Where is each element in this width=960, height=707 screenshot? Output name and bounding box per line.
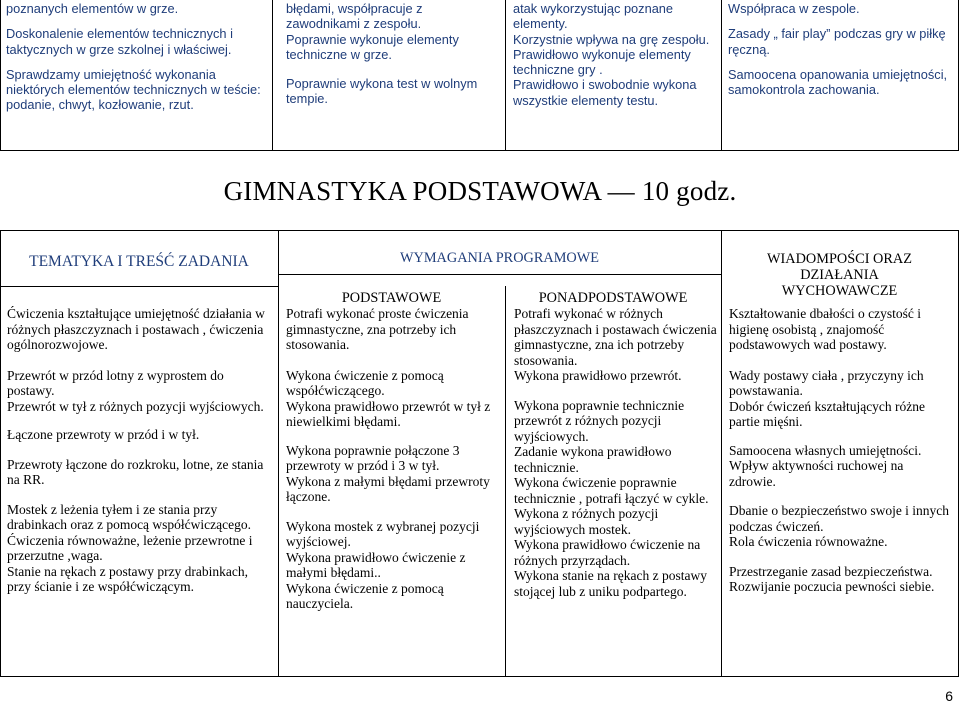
- header-requirements: WYMAGANIA PROGRAMOWE: [400, 250, 599, 266]
- basic-item: Wykona ćwiczenie z pomocą nauczyciela.: [286, 580, 444, 611]
- header-basic-cell: [278, 290, 505, 306]
- topic-item: Mostek z leżenia tyłem i ze stania przy drabinkach oraz z pomocą współćwiczącego.: [7, 501, 252, 532]
- header-topics: TEMATYKA I TREŚĆ ZADANIA: [29, 253, 249, 270]
- cell-text: Współpraca w zespole.: [728, 1, 860, 16]
- extended-item: Zadanie wykona prawidłowo technicznie.: [514, 444, 672, 475]
- cell-text: Korzystnie wpływa na grę zespołu.: [513, 31, 710, 47]
- topic-item: Stanie na rękach z postawy przy drabinkach, przy ścianie i ze współćwiczącym.: [7, 563, 249, 594]
- top-col-2: [286, 1, 496, 107]
- educational-item: Kształtowanie dbałości o czystość i higienę osobistą , znajomość podstawowych wad postawy.: [729, 306, 921, 352]
- educational-item: Dobór ćwiczeń kształtujących różne partie mięśni.: [729, 398, 926, 429]
- educational-item: Rola ćwiczenia równoważne.: [729, 534, 888, 549]
- cell-text: poznanych elementów w grze.: [6, 1, 179, 16]
- top-col-4: [728, 1, 953, 97]
- header-educational: WIADOMPOŚCI ORAZ DZIAŁANIA WYCHOWAWCZE: [767, 251, 912, 299]
- table-border-right: [958, 230, 959, 677]
- table-divider: [505, 286, 506, 677]
- basic-item: Wykona poprawnie połączone 3 przewroty w przód i 3 w tył.: [286, 442, 460, 473]
- header-topics-cell: [0, 254, 278, 270]
- header-educational-cell: [721, 251, 958, 299]
- topic-item: Ćwiczenia kształtujące umiejętność działania w różnych płaszczyznach i postawach , ćwiczenia ogólnorozwojowe.: [7, 306, 265, 352]
- extended-item: Wykona poprawnie technicznie przewrót z różnych pozycji wyjściowych.: [514, 397, 685, 444]
- page-number: 6: [945, 688, 953, 704]
- basic-item: Wykona prawidłowo ćwiczenie z małymi błędami..: [286, 549, 466, 580]
- topics-column: [7, 306, 269, 595]
- educational-item: Przestrzeganie zasad bezpieczeństwa. Rozwijanie poczucia pewności siebie.: [729, 563, 935, 594]
- table-border-top: [0, 230, 959, 231]
- topic-item: Przewrót w przód lotny z wyprostem do postawy.: [7, 367, 224, 398]
- topic-item: Przewroty łączone do rozkroku, lotne, ze stania na RR.: [7, 456, 264, 487]
- cell-text: atak wykorzystując poznane elementy.: [513, 1, 674, 32]
- cell-text: Doskonalenie elementów technicznych i taktycznych w grze szkolnej i właściwej.: [6, 26, 233, 57]
- basic-item: Wykona prawidłowo przewrót w tył z niewielkimi błędami.: [286, 398, 491, 429]
- extended-item: Wykona stanie na rękach z postawy stojącej lub z uniku podpartego.: [514, 568, 707, 599]
- educational-item: Wady postawy ciała , przyczyny ich powstawania.: [729, 367, 924, 398]
- cell-text: Poprawnie wykonuje elementy techniczne w grze.: [286, 31, 459, 62]
- educational-item: Wpływ aktywności ruchowej na zdrowie.: [729, 458, 904, 489]
- extended-item: Wykona prawidłowo ćwiczenie na różnych przyrządach.: [514, 537, 701, 568]
- extended-item: Wykona ćwiczenie poprawnie technicznie , potrafi łączyć w cykle.: [514, 475, 709, 506]
- basic-item: Potrafi wykonać proste ćwiczenia gimnastyczne, zna potrzeby ich stosowania.: [286, 306, 469, 352]
- top-table-border-bottom: [0, 150, 959, 151]
- extended-item: Potrafi wykonać w różnych płaszczyznach i postawach ćwiczenia gimnastyczne, zna ich potrzeby stosowania.: [514, 306, 717, 368]
- header-basic: PODSTAWOWE: [341, 290, 442, 306]
- section-title: GIMNASTYKA PODSTAWOWA — 10 godz.: [223, 176, 737, 206]
- extended-item: Wykona prawidłowo przewrót.: [514, 368, 682, 383]
- top-table-border-left: [0, 0, 1, 151]
- educational-item: Dbanie o bezpieczeństwo swoje i innych podczas ćwiczeń.: [729, 503, 950, 534]
- cell-text: Prawidłowo i swobodnie wykona wszystkie elementy testu.: [513, 77, 697, 108]
- top-table-border-right: [958, 0, 959, 151]
- topic-item: Ćwiczenia równoważne, leżenie przewrotne i przerzutne ,waga.: [7, 532, 253, 563]
- basic-item: Wykona ćwiczenie z pomocą współćwiczącego.: [286, 367, 444, 398]
- top-col-3: [513, 1, 713, 108]
- topic-item: Przewrót w tył z różnych pozycji wyjściowych.: [7, 398, 264, 414]
- educational-column: [729, 306, 953, 595]
- topic-item: Łączone przewroty w przód i w tył.: [7, 427, 200, 442]
- cell-text: Zasady „ fair play” podczas gry w piłkę ręczną.: [728, 26, 946, 57]
- cell-text: Samoocena opanowania umiejętności, samokontrola zachowania.: [728, 66, 948, 98]
- header-extended: PONADPODSTAWOWE: [538, 290, 688, 306]
- top-table-divider: [721, 0, 722, 151]
- header-underline: [278, 274, 721, 275]
- basic-item: Wykona z małymi błędami przewroty łączone.: [286, 473, 490, 504]
- basic-column: [286, 306, 498, 612]
- extended-item: Wykona z różnych pozycji wyjściowych mostek.: [514, 506, 659, 537]
- cell-text: Prawidłowo wykonuje elementy techniczne gry .: [513, 46, 691, 78]
- educational-item: Samoocena własnych umiejętności.: [729, 442, 922, 458]
- cell-text: Poprawnie wykona test w wolnym tempie.: [286, 76, 478, 107]
- top-table-divider: [505, 0, 506, 151]
- cell-text: Sprawdzamy umiejętność wykonania niektórych elementów technicznych w teście: podanie, chwyt, kozłowanie, rzut.: [6, 66, 261, 113]
- top-col-1: [6, 1, 268, 113]
- header-requirements-cell: [278, 250, 721, 266]
- cell-text: błędami, współpracuje z zawodnikami z zespołu.: [286, 1, 423, 32]
- table-border-bottom: [0, 676, 959, 677]
- header-underline: [0, 286, 278, 287]
- table-border-left: [0, 230, 1, 677]
- extended-column: [514, 306, 719, 599]
- header-extended-cell: [505, 290, 721, 306]
- basic-item: Wykona mostek z wybranej pozycji wyjściowej.: [286, 518, 480, 549]
- top-table-divider: [272, 0, 273, 151]
